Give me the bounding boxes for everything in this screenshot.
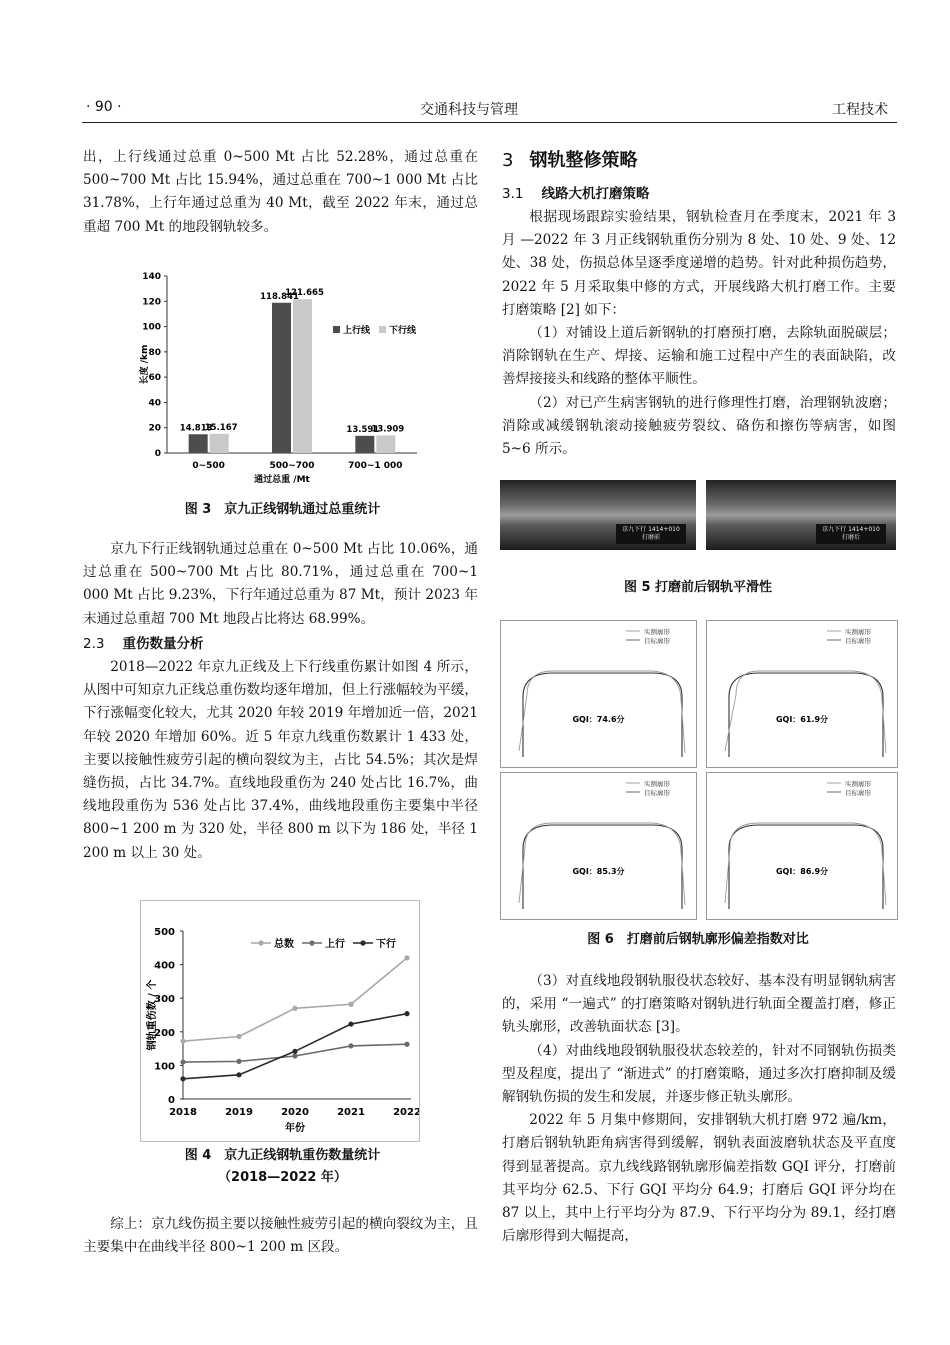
- profile-panel: [706, 620, 898, 768]
- section-2-3-heading: [83, 632, 203, 652]
- x-tick-label: 500~700: [269, 461, 315, 471]
- legend-label: 目标廓形: [845, 789, 871, 797]
- left-paragraph-1: 出，上行线通过总重 0~500 Mt 占比 52.28%，通过总重在 500~700 Mt 占比 15.94%，通过总重在 700~1 000 Mt 占比 31.78%，上行年通过总重为 40 Mt，截至 2022 年末，通过总重超 700 Mt 的地段钢轨较多。: [83, 149, 478, 235]
- x-axis-title: 通过总重 /Mt: [254, 475, 310, 485]
- rail-profile-plot: [501, 621, 696, 767]
- right-paragraph-1: 根据现场跟踪实验结果，钢轨检查月在季度末，2021 年 3 月 —2022 年 3 月正线钢轨重伤分别为 8 处、10 处、9 处、12 处、38 处，伤损总体呈逐季度递增的趋势。针对此种损伤趋势，2022 年 5 月采取集中修的方式，开展线路大机打磨工作。主要打磨策略 [2] 如下：: [502, 209, 896, 318]
- series-line: [183, 958, 407, 1041]
- line-chart-heavy-damage: [141, 901, 419, 1141]
- rail-photo-before: [500, 480, 696, 550]
- right-paragraphs-bottom: [502, 970, 896, 1248]
- y-tick-label: 300: [154, 994, 175, 1006]
- y-axis-title: 钢轨重伤数 / 个: [147, 979, 158, 1051]
- right-paragraphs-top: [502, 206, 896, 461]
- y-tick-label: 0: [168, 1095, 175, 1106]
- legend-label: 目标廓形: [644, 637, 670, 645]
- bar-value-label: 13.909: [371, 424, 405, 435]
- data-point: [236, 1034, 241, 1039]
- header-rule: [82, 122, 897, 123]
- y-tick-label: 200: [154, 1027, 175, 1039]
- right-paragraph-2: （1）对铺设上道后新钢轨的打磨预打磨，去除轨面脱碳层；消除钢轨在生产、焊接、运输和施工过程中产生的表面缺陷，改善焊接接头和线路的整体平顺性。: [502, 325, 896, 388]
- x-tick-label: 0~500: [192, 461, 225, 471]
- y-tick-label: 40: [148, 398, 161, 409]
- figure-4-caption-line-1: 图 4 京九正线钢轨重伤数量统计: [184, 1148, 381, 1163]
- bar-value-label: 13.591: [346, 424, 380, 435]
- y-tick-label: 20: [148, 423, 161, 434]
- x-tick-label: 2018: [169, 1107, 197, 1118]
- figure-4-caption-line-2: （2018—2022 年）: [218, 1170, 347, 1185]
- section-number: 2.3: [83, 636, 105, 652]
- bar: [272, 303, 291, 453]
- right-paragraph-5: （4）对曲线地段钢轨服役状态较差的，针对不同钢轨伤损类型及程度，提出了 “渐进式” 的打磨策略，通过多次打磨抑制及缓解钢轨伤损的发生和发展，并逐步修正轨头廓形。: [502, 1042, 896, 1106]
- section-3-1-heading: [502, 182, 649, 202]
- bar: [293, 299, 312, 453]
- x-tick-label: 2021: [337, 1107, 365, 1118]
- measured-profile-line: [519, 823, 685, 905]
- figure-4-caption: [100, 1145, 465, 1189]
- legend-label: 实测廓形: [644, 628, 670, 636]
- profile-panel: [706, 772, 898, 920]
- gqi-score-label: GQI：85.3分: [572, 867, 625, 876]
- y-tick-label: 0: [154, 449, 161, 459]
- right-paragraph-4: （3）对直线地段钢轨服役状态较好、基本没有明显钢轨病害的，采用 “一遍式” 的打磨策略对钢轨进行轨面全覆盖打磨，修正轨头廓形，改善轨面状态 [3]。: [502, 973, 896, 1036]
- rail-photo-after: [706, 480, 896, 550]
- legend-marker: [309, 940, 314, 945]
- section-number: 3: [502, 150, 514, 171]
- y-tick-label: 80: [148, 347, 161, 358]
- legend-marker: [360, 940, 365, 945]
- gqi-score-label: GQI：86.9分: [775, 867, 829, 876]
- data-point: [404, 1042, 409, 1047]
- bar-value-label: 118.841: [260, 291, 299, 302]
- legend-label: 上行线: [343, 326, 371, 336]
- gqi-score-label: GQI：61.9分: [775, 715, 829, 724]
- x-tick-label: 2022: [393, 1107, 419, 1118]
- data-point: [236, 1072, 241, 1077]
- measured-profile-line: [519, 671, 685, 753]
- legend-label: 实测廓形: [845, 780, 871, 788]
- rail-profile-plot: [707, 621, 897, 767]
- data-point: [348, 1021, 353, 1026]
- data-point: [348, 1043, 353, 1048]
- legend-label: 上行: [325, 939, 345, 950]
- data-point: [404, 955, 409, 960]
- x-axis-title: 年份: [285, 1123, 305, 1134]
- data-point: [180, 1076, 185, 1081]
- legend-label: 目标廓形: [845, 637, 871, 645]
- figure-5-caption: 图 5 打磨前后钢轨平滑性: [623, 580, 773, 595]
- y-axis-title: 长度 /km: [140, 344, 150, 385]
- left-paragraph-3: 2018—2022 年京九正线及上下行线重伤累计如图 4 所示，从图中可知京九正线总重伤数均逐年增加，但上行涨幅较为平缓，下行涨幅变化较大，尤其 2020 年较 2019 年增加近一倍，2021 年较 2020 年增加 60%。近 5 年京九线重伤数累计 1 433 处，主要以接触性疲劳引起的横向裂纹为主，占比 54.5%；其次是焊缝伤损，占比 34.7%。直线地段重伤为 240 处占比 16.7%，曲线地段重伤为 536 处占比 37.4%，曲线地段重伤主要集中半径 800~1 200 m 为 320 处，半径 800 m 以下为 186 处，半径 1 200 m 以上 30 处。: [83, 659, 478, 861]
- section-number: 3.1: [502, 186, 524, 202]
- measured-profile-line: [725, 823, 886, 905]
- y-tick-label: 60: [148, 373, 161, 384]
- right-paragraph-6: 2022 年 5 月集中修期间，安排钢轨大机打磨 972 遍/km，打磨后钢轨轨距角病害得到缓解，钢轨表面波磨轨状态及平直度得到显著提高。京九线线路钢轨廓形偏差指数 GQI 评分，打磨前其平均分 62.5、下行 GQI 平均分 64.9；打磨后 GQI 评分均在 87 以上，其中上行平均分为 87.9、下行平均分为 89.1，经打磨后廓形得到大幅提高，: [502, 1112, 896, 1245]
- data-point: [292, 1049, 297, 1054]
- left-paragraph-4: 综上：京九线伤损主要以接触性疲劳引起的横向裂纹为主，且主要集中在曲线半径 800~1 200 m 区段。: [83, 1216, 478, 1256]
- bar-value-label: 121.665: [285, 288, 324, 299]
- data-point: [292, 1006, 297, 1011]
- figure-6-caption: 图 6 打磨前后钢轨廓形偏差指数对比: [587, 932, 809, 947]
- y-tick-label: 120: [142, 297, 161, 308]
- bar-chart-through-tonnage: [137, 258, 422, 486]
- section-label: 工程技术: [832, 102, 888, 118]
- figure-4: [140, 900, 420, 1142]
- x-tick-label: 2019: [225, 1107, 253, 1118]
- bar: [210, 434, 229, 453]
- bar-value-label: 15.167: [204, 422, 238, 433]
- bar: [376, 435, 395, 453]
- profile-panel: [500, 620, 697, 768]
- data-point: [348, 1002, 353, 1007]
- y-tick-label: 400: [154, 960, 175, 972]
- page-number: · 90 ·: [86, 99, 122, 115]
- section-title: 钢轨整修策略: [529, 150, 638, 171]
- legend-swatch: [333, 326, 340, 333]
- rail-profile-plot: [501, 773, 696, 919]
- rail-profile-plot: [707, 773, 897, 919]
- x-tick-label: 700~1 000: [348, 461, 403, 471]
- y-tick-label: 140: [142, 272, 161, 282]
- photo-tag-after: 京九下行 1414+010打磨后: [816, 524, 886, 544]
- legend-marker: [258, 940, 263, 945]
- photo-tag-before: 京九下行 1414+010打磨前: [616, 524, 686, 544]
- y-tick-label: 500: [154, 927, 175, 938]
- legend-label: 目标廓形: [644, 789, 670, 797]
- figure-3-caption: 图 3 京九正线钢轨通过总重统计: [184, 502, 381, 517]
- y-tick-label: 100: [154, 1061, 175, 1073]
- legend-label: 实测廓形: [845, 628, 871, 636]
- data-point: [404, 1011, 409, 1016]
- x-tick-label: 2020: [281, 1107, 309, 1118]
- figure-3: [137, 258, 422, 486]
- bar-value-label: 14.813: [179, 423, 213, 434]
- profile-panel: [500, 772, 697, 920]
- data-point: [180, 1039, 185, 1044]
- legend-label: 总数: [274, 939, 294, 950]
- legend-swatch: [379, 326, 386, 333]
- right-paragraph-3: （2）对已产生病害钢轨的进行修理性打磨，治理钢轨波磨；消除或减缓钢轨滚动接触疲劳裂纹、硌伤和擦伤等病害，如图 5~6 所示。: [502, 394, 896, 458]
- bar: [355, 436, 374, 453]
- measured-profile-line: [725, 671, 886, 753]
- y-tick-label: 100: [142, 322, 161, 333]
- legend-label: 下行: [376, 939, 396, 950]
- section-title: 线路大机打磨策略: [541, 186, 650, 202]
- data-point: [236, 1059, 241, 1064]
- legend-label: 下行线: [389, 326, 417, 336]
- data-point: [292, 1053, 297, 1058]
- section-title: 重伤数量分析: [122, 636, 204, 652]
- legend-label: 实测廓形: [644, 780, 670, 788]
- bar: [189, 434, 208, 453]
- journal-title: 交通科技与管理: [420, 102, 518, 118]
- section-3-heading: [502, 146, 637, 172]
- data-point: [180, 1059, 185, 1064]
- left-paragraph-2: 京九下行正线钢轨通过总重在 0~500 Mt 占比 10.06%，通过总重在 500~700 Mt 占比 80.71%，通过总重在 700~1 000 Mt 占比 9.23%，下行年通过总重为 87 Mt，预计 2023 年末通过总重超 700 Mt 地段占比将达 68.99%。: [83, 541, 478, 627]
- series-line: [183, 1014, 407, 1079]
- gqi-score-label: GQI：74.6分: [572, 715, 625, 724]
